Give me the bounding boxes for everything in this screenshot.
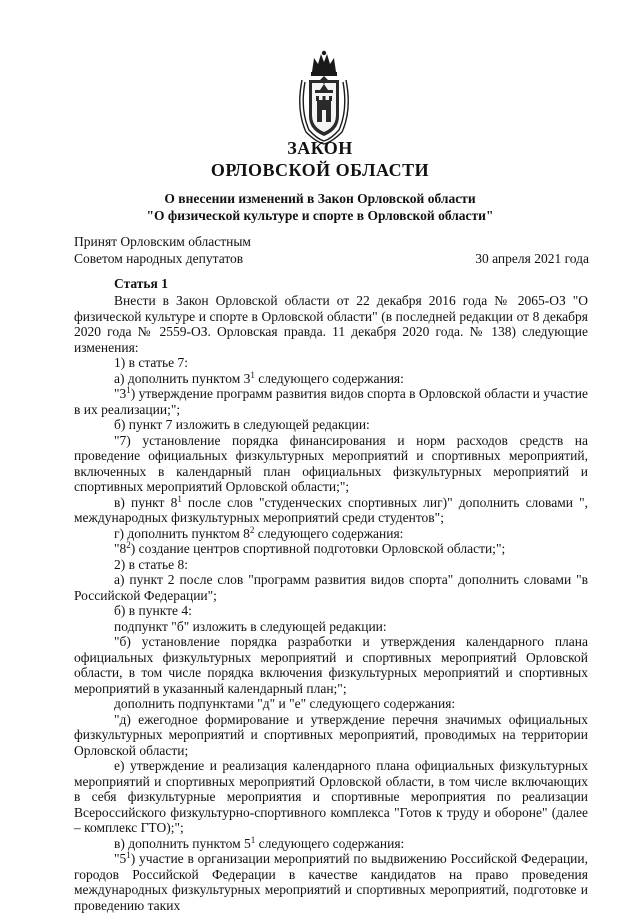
text-run: подпункт "б" изложить в следующей редакции:	[114, 618, 387, 634]
text-run: ) утверждение программ развития видов спорта в Орловской области и участие в их реализации;";	[74, 386, 588, 417]
text-run: б) в пункте 4:	[114, 603, 192, 618]
article-paragraph	[74, 634, 588, 696]
adoption-body-line2: Советом народных депутатов	[74, 251, 244, 266]
adoption-date: 30 апреля 2021 года	[475, 251, 589, 266]
article-paragraph	[74, 619, 588, 635]
text-run: г) дополнить пунктом 8	[114, 525, 250, 541]
text-run: "3	[114, 386, 127, 401]
text-run: "д) ежегодное формирование и утверждение перечня значимых официальных физкультурных мероприятий и спортивных мероприятий, проводимых на территории Орловской области;	[74, 711, 588, 758]
adoption-body-line1: Принят Орловским областным	[74, 234, 251, 249]
article-paragraph	[74, 526, 588, 542]
superscript: 2	[249, 524, 255, 535]
text-run: "8	[114, 541, 127, 556]
law-subtitle-line1: О внесении изменений в Закон Орловской области	[164, 191, 476, 206]
text-run: следующего содержания:	[255, 835, 405, 851]
text-run: "5	[114, 851, 127, 866]
region-title: ОРЛОВСКОЙ ОБЛАСТИ	[210, 160, 430, 180]
text-run: следующего содержания:	[254, 370, 404, 386]
article-paragraph	[74, 417, 588, 433]
article-body	[74, 293, 588, 913]
article-paragraph	[74, 572, 588, 603]
article-paragraph	[74, 603, 588, 619]
article-paragraph	[74, 371, 588, 387]
text-run: ) участие в организации мероприятий по выдвижению Российской Федерации, городов Российской Федерации в качестве кандидатов на право проведения международных физкультурных мероприятий и спортивных мероприятий, подготовке и проведению таких	[74, 851, 588, 913]
article-paragraph	[74, 355, 588, 371]
article-heading: Статья 1	[114, 276, 168, 291]
text-run: следующего содержания:	[254, 525, 404, 541]
text-run: 1) в статье 7:	[114, 355, 188, 370]
article-paragraph	[74, 541, 588, 557]
text-run: Внести в Закон Орловской области от 22 декабря 2016 года № 2065-ОЗ "О физической культуре и спорте в Орловской области" (в последней редакции от 8 декабря 2020 года № 2559-ОЗ. Орловская правда. 11 декабря 2020 года. № 138) следующие изменения:	[74, 293, 588, 355]
article-paragraph	[74, 433, 588, 495]
law-title: ЗАКОН	[287, 138, 353, 158]
article-paragraph	[74, 696, 588, 712]
text-run: е) утверждение и реализация календарного плана официальных физкультурных мероприятий и спортивных мероприятий Орловской области, в том числе включающих в себя физкультурные мероприятия и спортивные мероприятия по реализации Всероссийского физкультурно-спортивного комплекса "Готов к труду и обороне" (далее – комплекс ГТО);";	[74, 758, 588, 835]
article-paragraph	[74, 386, 588, 417]
text-run: ) создание центров спортивной подготовки Орловской области;";	[130, 541, 506, 556]
text-run: в) пункт 8	[114, 494, 178, 510]
text-run: б) пункт 7 изложить в следующей редакции:	[114, 417, 370, 432]
superscript: 1	[177, 493, 182, 504]
superscript: 2	[126, 540, 131, 550]
article-paragraph	[74, 758, 588, 836]
text-run: а) пункт 2 после слов "программ развития видов спорта" дополнить словами "в Российской Федерации";	[74, 572, 588, 603]
article-paragraph	[74, 293, 588, 355]
law-subtitle-line2: "О физической культуре и спорте в Орловской области"	[146, 208, 494, 223]
article-paragraph	[74, 836, 588, 852]
text-run: "б) установление порядка разработки и утверждения календарного плана официальных физкультурных мероприятий и спортивных мероприятий Орловской области, в том числе порядка включения физкультурных мероприятий и спортивных мероприятий в указанный календарный план;";	[74, 634, 588, 696]
text-run: 2) в статье 8:	[114, 556, 188, 572]
article-paragraph	[74, 851, 588, 913]
article-paragraph	[74, 712, 588, 759]
coat-of-arms-icon	[294, 50, 354, 146]
article-paragraph	[74, 495, 588, 526]
text-run: дополнить подпунктами "д" и "е" следующего содержания:	[114, 696, 456, 711]
superscript: 1	[126, 850, 131, 860]
text-run: в) дополнить пунктом 5	[114, 835, 251, 851]
superscript: 1	[250, 834, 256, 845]
text-run: а) дополнить пунктом 3	[114, 370, 251, 386]
superscript: 1	[250, 369, 255, 380]
superscript: 1	[126, 385, 131, 395]
text-run: "7) установление порядка финансирования и норм расходов средств на проведение официальных физкультурных мероприятий и спортивных мероприятий, включенных в календарный план официальных физкультурных мероприятий и спортивных мероприятий Орловской области;";	[74, 432, 588, 494]
text-run: после слов "студенческих спортивных лиг)" дополнить словами ", международных физкультурных мероприятий среди студентов";	[74, 494, 588, 525]
article-paragraph	[74, 557, 588, 573]
